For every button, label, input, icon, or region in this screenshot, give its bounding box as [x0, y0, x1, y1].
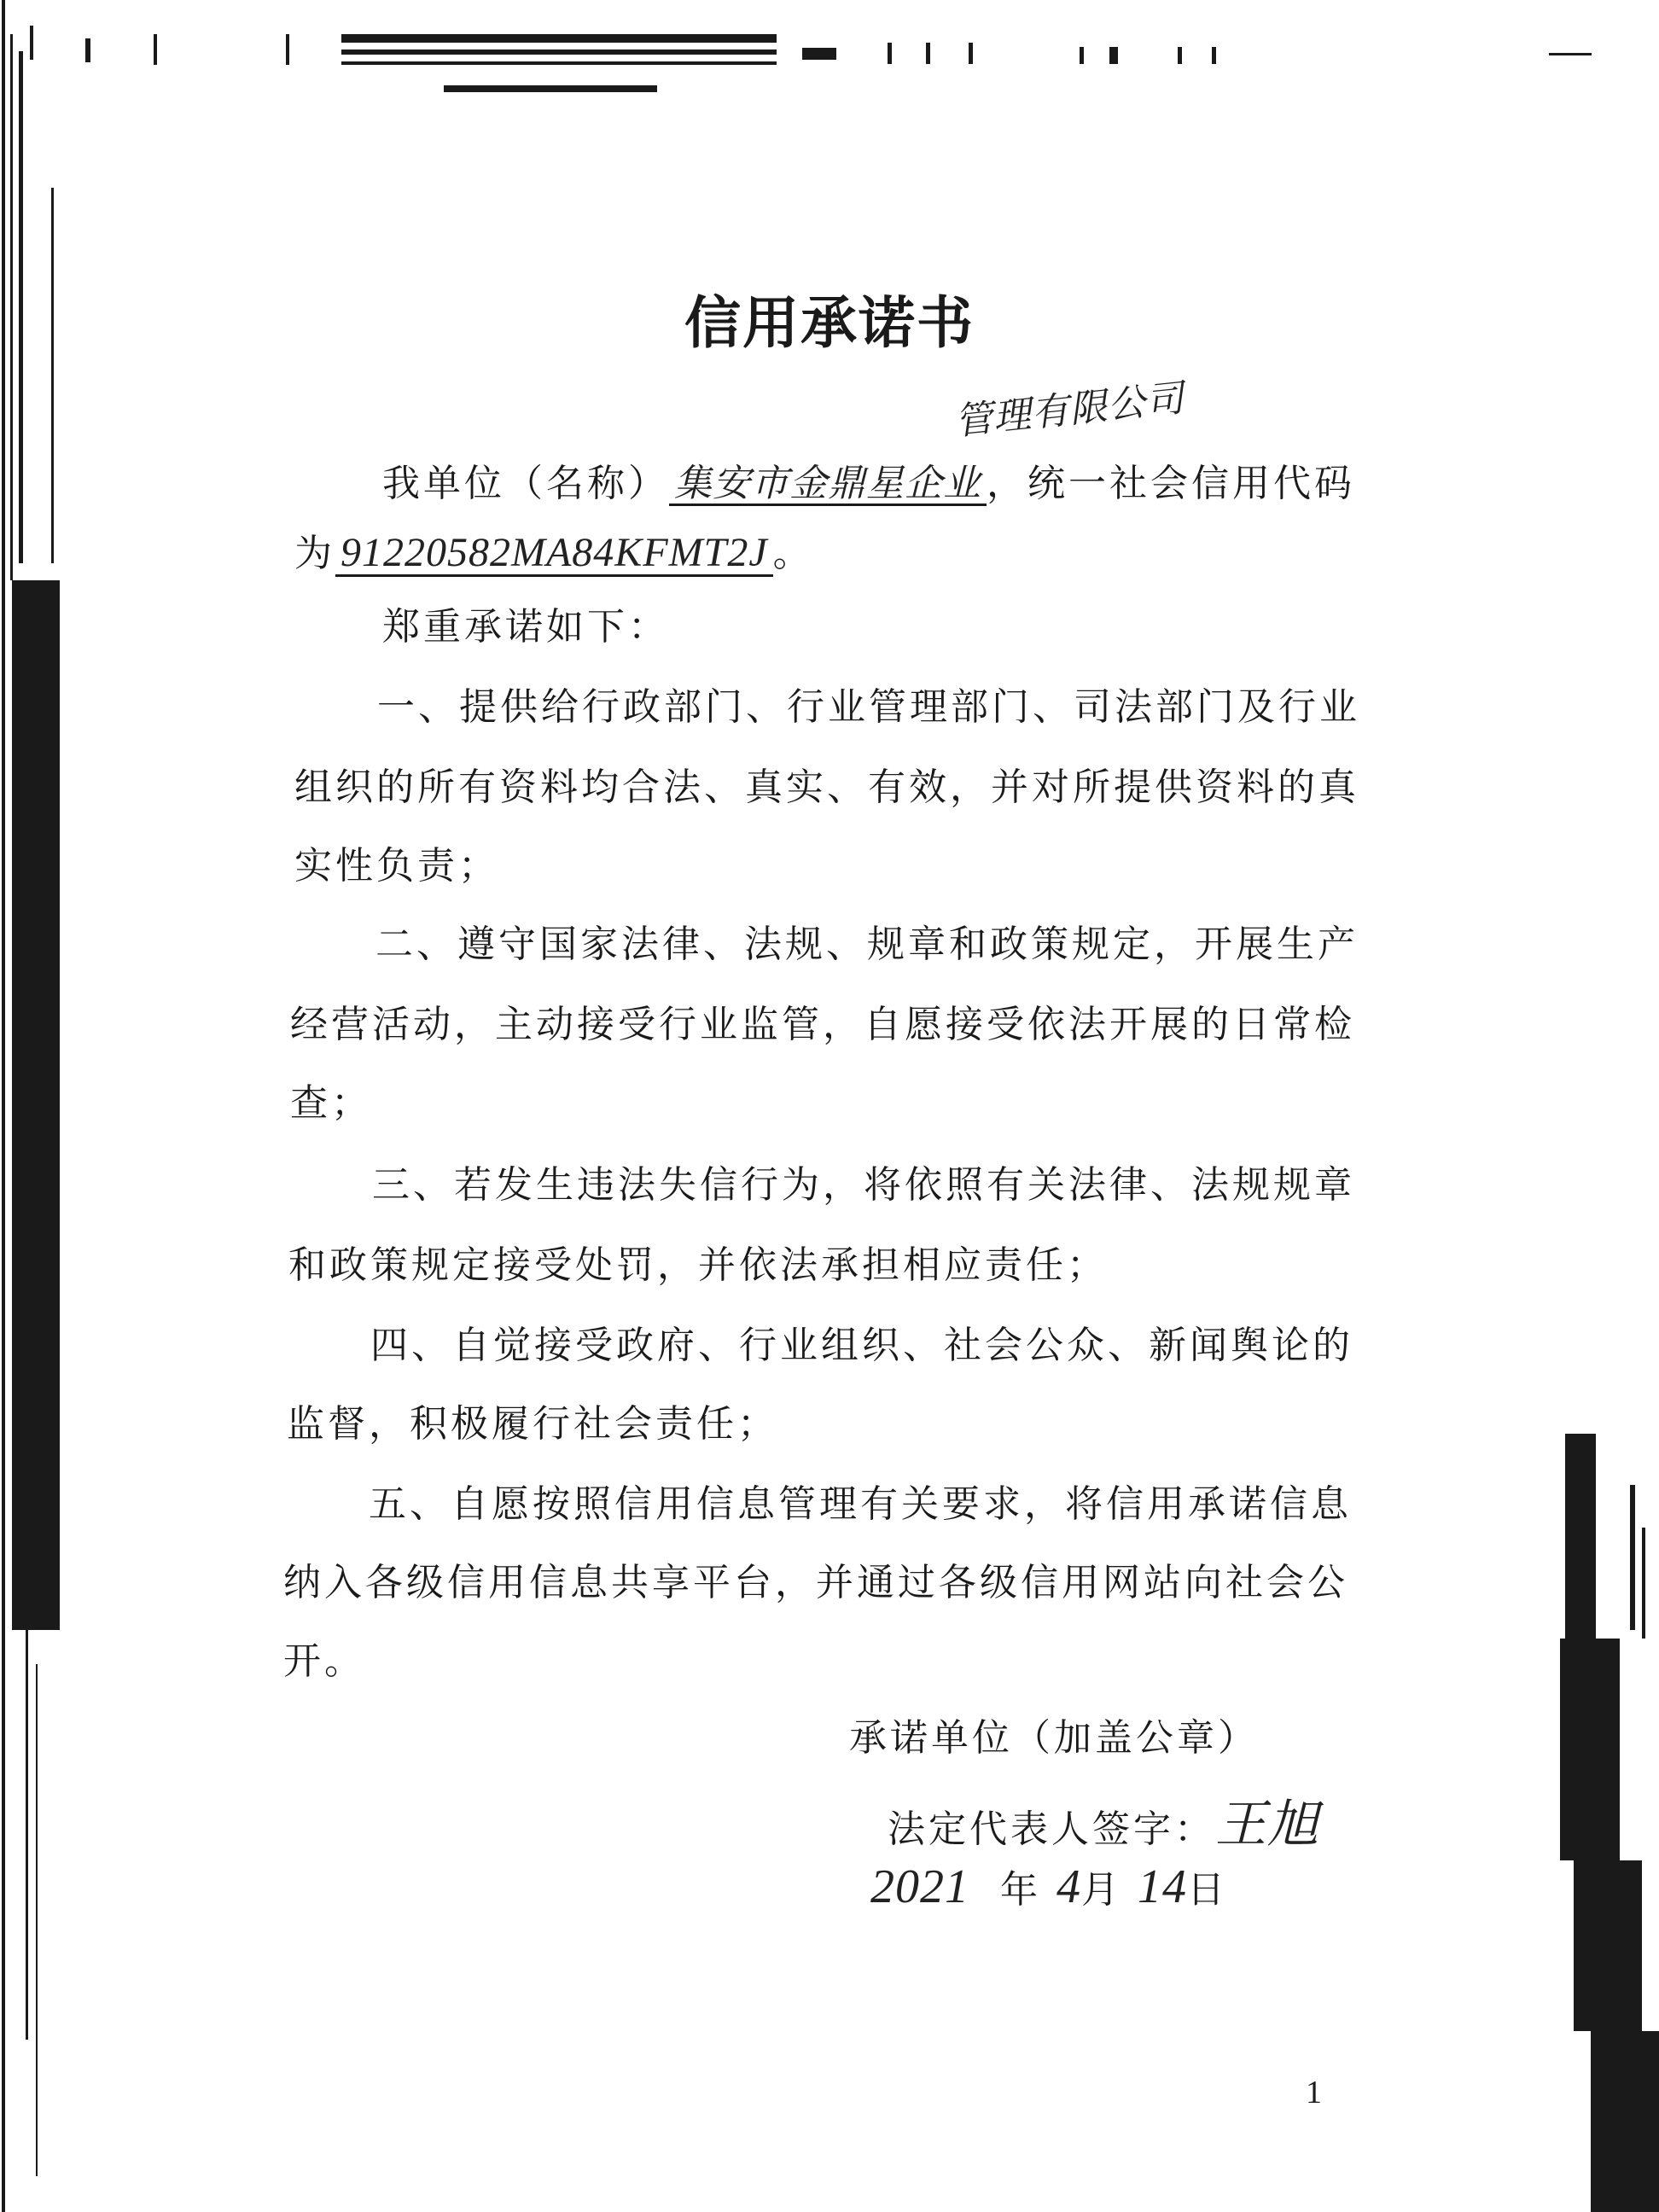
clause-4-line-1: 四、自觉接受政府、行业组织、社会公众、新闻舆论的 [370, 1324, 1353, 1367]
legal-rep-signature: 王旭 [1215, 1796, 1319, 1853]
date-year: 2021 [870, 1860, 969, 1913]
clause-5-line-1: 五、自愿按照信用信息管理有关要求，将信用承诺信息 [369, 1482, 1352, 1526]
promising-unit-label: 承诺单位（加盖公章） [849, 1716, 1259, 1760]
company-name-handwritten-note: 管理有限公司 [952, 377, 1187, 444]
legal-rep-label: 法定代表人签字： [888, 1807, 1215, 1851]
clause-3-line-1: 三、若发生违法失信行为，将依照有关法律、法规规章 [372, 1163, 1355, 1207]
document-title: 信用承诺书 [684, 290, 975, 356]
page-number: 1 [1306, 2075, 1322, 2110]
clause-2-line-3: 查； [290, 1081, 372, 1125]
clause-1-line-2: 组织的所有资料均合法、真实、有效，并对所提供资料的真 [294, 765, 1359, 809]
intro-line [382, 452, 1355, 507]
credit-code-field: 91220582MA84KFMT2J [335, 532, 773, 577]
clause-5-line-2: 纳入各级信用信息共享平台，并通过各级信用网站向社会公 [283, 1561, 1348, 1604]
clause-5-line-3: 开。 [283, 1639, 365, 1683]
clause-2-line-1: 二、遵守国家法律、法规、规章和政策规定，开展生产 [375, 923, 1359, 966]
lead-in: 郑重承诺如下： [382, 605, 669, 649]
intro-prefix: 我单位（名称） [382, 462, 669, 505]
clause-3-line-2: 和政策规定接受处罚，并依法承担相应责任； [288, 1243, 1108, 1287]
legal-rep-line [888, 1784, 1319, 1857]
scan-edge-right [1557, 1434, 1659, 2212]
credit-code-suffix: 。 [772, 532, 814, 575]
clause-1-line-3: 实性负责； [294, 844, 499, 888]
clause-2-line-2: 经营活动，主动接受行业监管，自愿接受依法开展的日常检 [290, 1003, 1355, 1046]
intro-middle: ，统一社会信用代码 [987, 462, 1355, 505]
clause-4-line-2: 监督，积极履行社会责任； [287, 1402, 778, 1446]
credit-code-line [294, 522, 814, 577]
date-day: 14 [1137, 1860, 1187, 1913]
clause-1-line-1: 一、提供给行政部门、行业管理部门、司法部门及行业 [377, 685, 1360, 729]
date-day-unit: 日 [1186, 1868, 1228, 1912]
date-line [870, 1859, 1228, 1914]
date-month-unit: 月 [1080, 1868, 1122, 1912]
scan-edge-top [0, 0, 1659, 111]
date-year-unit: 年 [999, 1868, 1041, 1912]
company-name-field: 集安市金鼎星企业 [669, 464, 987, 506]
credit-code-prefix: 为 [294, 532, 335, 575]
date-month: 4 [1056, 1860, 1081, 1913]
